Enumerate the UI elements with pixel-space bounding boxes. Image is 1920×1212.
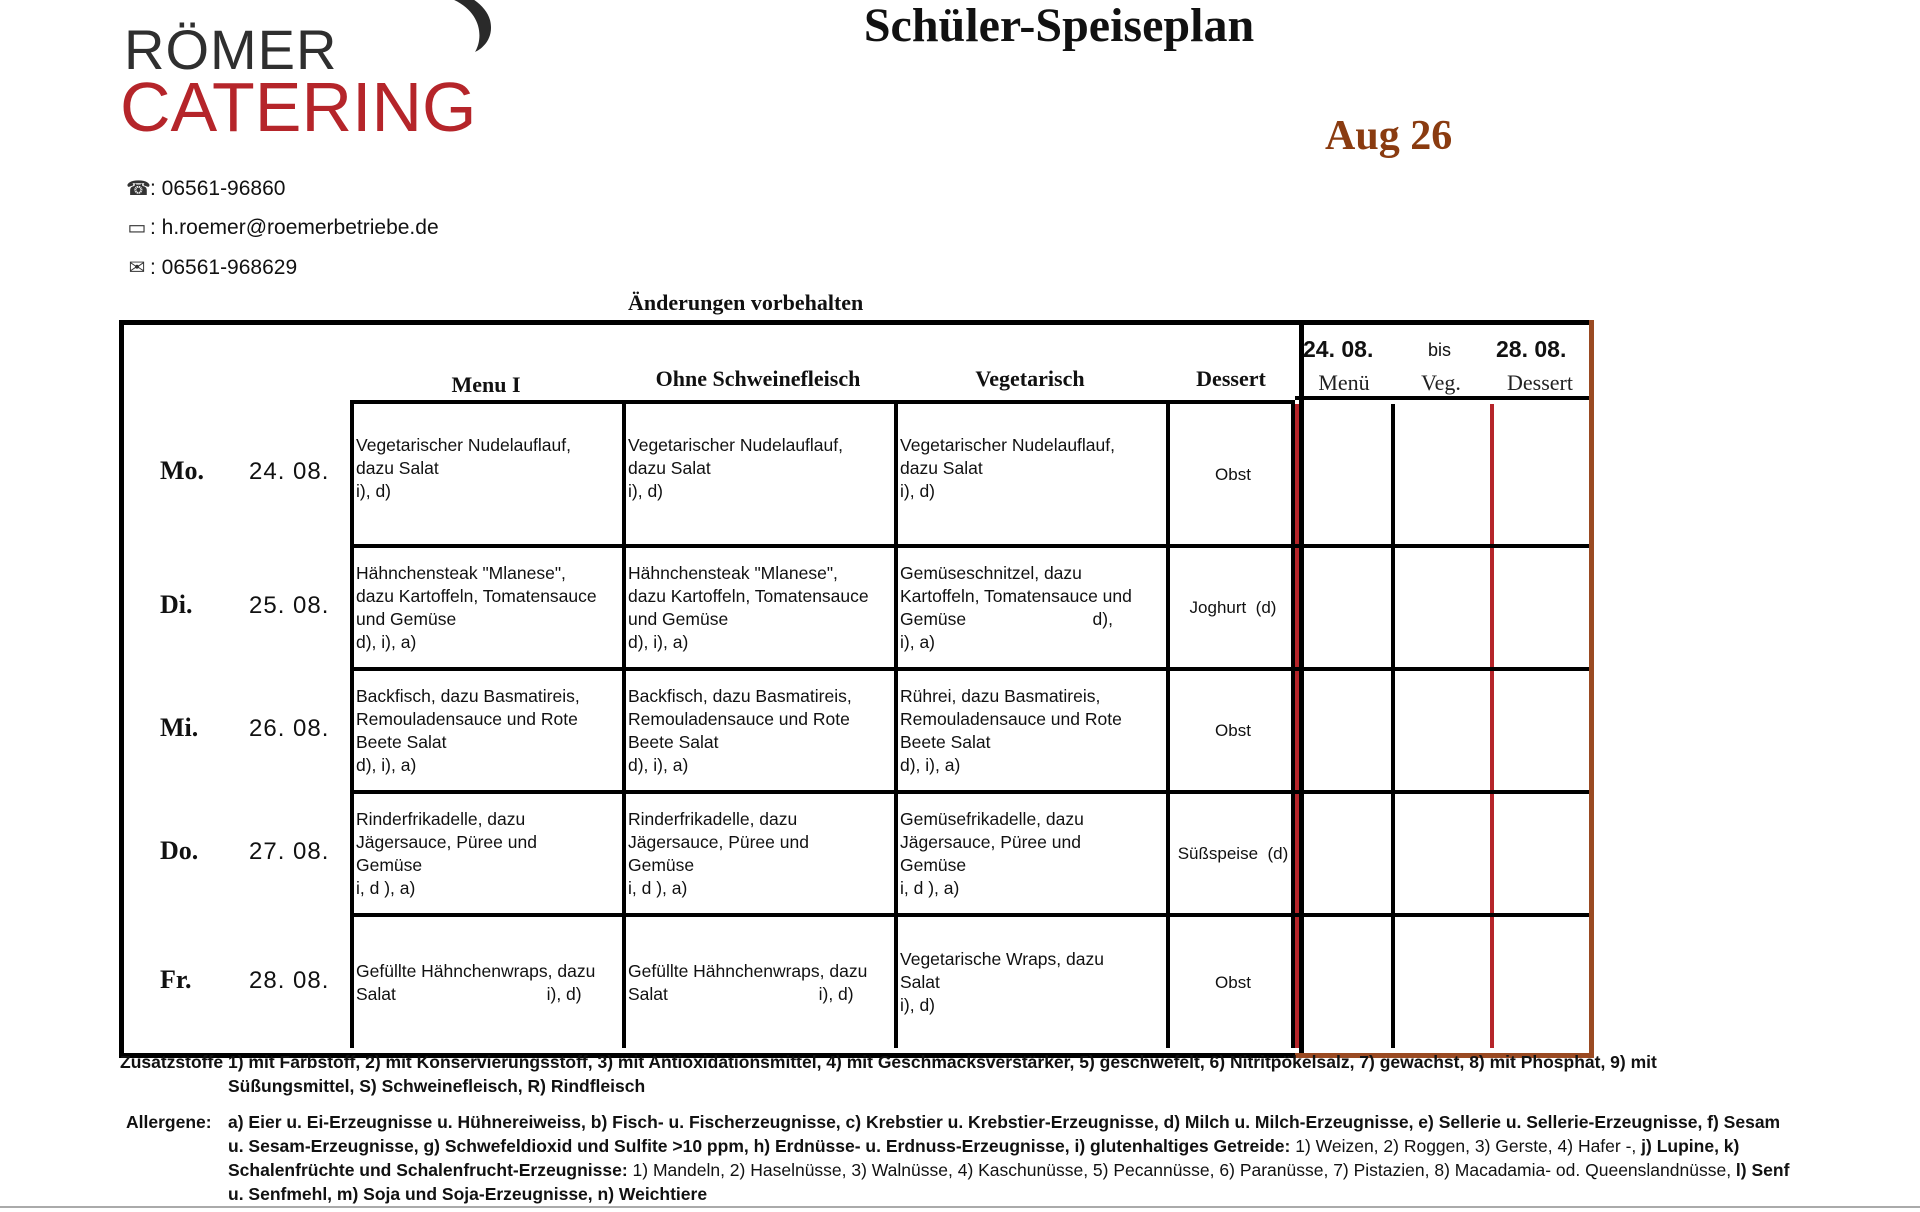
meal-cell-menu1 <box>350 671 622 790</box>
meal-cell-ohne <box>622 917 894 1048</box>
meal-line: Hähnchensteak "Mlanese", <box>356 562 566 583</box>
date-label: 27. 08. <box>249 837 330 865</box>
order-input-box[interactable] <box>1295 917 1391 1048</box>
order-input-box[interactable] <box>1391 917 1490 1048</box>
dessert-text: Obst <box>1215 973 1251 992</box>
contact-email <box>126 215 439 240</box>
fax-number: : 06561-968629 <box>150 255 298 279</box>
day-label: Mi. <box>160 712 199 742</box>
order-input-box[interactable] <box>1490 794 1590 913</box>
meal-line: d), i), a) <box>900 754 961 775</box>
computer-icon: ▭ <box>127 217 147 239</box>
meal-line: dazu Salat <box>900 457 983 478</box>
meal-line: Salat <box>900 972 940 992</box>
meal-line: i, d ), a) <box>628 877 688 898</box>
dessert-cell <box>1166 671 1296 790</box>
order-input-box[interactable] <box>1391 671 1490 790</box>
meal-line: Rührei, dazu Basmatireis, <box>900 685 1101 706</box>
week-from: 24. 08. <box>1303 336 1374 362</box>
meal-line: dazu Kartoffeln, Tomatensauce <box>628 585 869 606</box>
meal-cell-menu1 <box>350 404 622 544</box>
page-title: Schüler-Speiseplan <box>863 0 1255 52</box>
meal-line: i), d) <box>628 480 663 501</box>
meal-line: Jägersauce, Püree und <box>356 831 537 852</box>
meal-line: Beete Salat <box>628 731 719 752</box>
meal-cell-veg <box>894 404 1166 544</box>
allergens-text: a) Eier u. Ei-Erzeugnisse u. Hühnereiweiss, b) Fisch- u. Fischerzeugnisse, c) Krebstier u. Krebstier-Erzeugnisse, d) Milch u. Milch-Erzeugnisse, e) Sellerie u. Sellerie-Erzeugnisse, f) Sesam u. Sesam-Erzeugnisse, g) Schwefeldioxid und Sulfite >10 ppm, h) Erdnüsse- u. Erdnuss-Erzeugnisse, i) glutenhaltiges Getreide: 1) Weizen, 2) Roggen, 3) Gerste, 4) Hafer -, j) Lupine, k) Schalenfrüchte und Schalenfrucht-Erzeugnisse: 1) Mandeln, 2) Haselnüsse, 3) Walnüsse, 4) Kaschunüsse, 5) Pecannüsse, 6) Paranüsse, 7) Pistazien, 8) Macadamia- od. Queenslandnüsse, l) Senf u. Senfmehl, m) Soja und Soja-Erzeugnisse, n) Weichtiere <box>228 1112 1790 1204</box>
meal-line: dazu Salat <box>356 457 439 478</box>
additives-text: 1) mit Farbstoff, 2) mit Konservierungsstoff, 3) mit Antioxidationsmittel, 4) mit Geschmacksverstärker, 5) geschwefelt, 6) Nitritpökelsalz, 7) gewachst, 8) mit Phosphat, 9) mit Süßungsmittel, S) Schweinefleisch, R) Rindfleisch <box>228 1052 1657 1096</box>
order-input-box[interactable] <box>1295 671 1391 790</box>
order-input-box[interactable] <box>1391 404 1490 544</box>
dessert-text: Süßspeise (d) <box>1177 844 1289 863</box>
day-label: Do. <box>160 835 199 865</box>
col-header-menu1: Menu I <box>451 372 521 397</box>
meal-line: Salat i), d) <box>356 983 582 1004</box>
meal-line: Gemüseschnitzel, dazu <box>900 562 1082 583</box>
order-input-box[interactable] <box>1295 794 1391 913</box>
col-header-dessert-count: Dessert <box>1507 370 1573 395</box>
meal-line: i), d) <box>356 480 391 501</box>
dessert-text: Obst <box>1215 464 1251 484</box>
meal-line: i, d ), a) <box>900 877 960 898</box>
order-input-box[interactable] <box>1490 917 1590 1048</box>
meal-line: i), d) <box>900 480 935 501</box>
logo-text-roemer: RÖMER <box>124 18 338 81</box>
meal-line: dazu Salat <box>628 457 711 478</box>
meal-cell-menu1 <box>350 548 622 667</box>
meal-cell-ohne <box>622 548 894 667</box>
meal-line: Hähnchensteak "Mlanese", <box>628 562 838 583</box>
meal-cell-menu1 <box>350 917 622 1048</box>
meal-line: Gefüllte Hähnchenwraps, dazu <box>356 960 596 981</box>
meal-line: d), i), a) <box>628 754 689 775</box>
col-header-veg: Vegetarisch <box>975 366 1085 391</box>
meal-line: Rinderfrikadelle, dazu <box>356 808 526 829</box>
meal-line: Backfisch, dazu Basmatireis, <box>628 685 852 706</box>
dessert-text: Joghurt (d) <box>1189 598 1277 617</box>
meal-line: i, d ), a) <box>356 877 416 898</box>
order-input-box[interactable] <box>1391 548 1490 667</box>
day-label: Mo. <box>160 456 205 485</box>
col-header-ohne: Ohne Schweinefleisch <box>655 366 861 391</box>
meal-line: d), i), a) <box>628 631 689 652</box>
meal-line: d), i), a) <box>356 631 417 652</box>
meal-line: Vegetarische Wraps, dazu <box>900 949 1104 969</box>
date-label: 24. 08. <box>249 458 330 485</box>
col-header-menu-count: Menü <box>1318 370 1370 395</box>
changes-notice: Änderungen vorbehalten <box>628 290 864 315</box>
order-header-line <box>1295 396 1589 400</box>
day-label: Fr. <box>160 964 192 994</box>
meal-cell-veg <box>894 548 1166 667</box>
contact-fax <box>126 255 297 280</box>
additives-label: Zusatzstoffe <box>120 1052 224 1072</box>
meal-cell-ohne <box>622 794 894 913</box>
table-order-divider <box>1291 400 1295 1048</box>
table-left-divider <box>350 400 354 1048</box>
meal-cell-veg <box>894 671 1166 790</box>
meal-cell-veg <box>894 794 1166 913</box>
email-address: : h.roemer@roemerbetriebe.de <box>150 215 439 239</box>
meal-line: Kartoffeln, Tomatensauce und <box>900 585 1132 606</box>
phone-number: : 06561-96860 <box>150 176 286 200</box>
date-label: 28. 08. <box>249 966 330 994</box>
meal-line: Gefüllte Hähnchenwraps, dazu <box>628 960 868 981</box>
meal-line: und Gemüse <box>356 608 457 629</box>
dessert-cell <box>1166 404 1296 544</box>
meal-line: Jägersauce, Püree und <box>628 831 809 852</box>
envelope-icon: ✉ <box>128 257 146 279</box>
meal-line: i), d) <box>900 995 935 1015</box>
phone-icon: ☎ <box>126 178 151 200</box>
order-input-box[interactable] <box>1490 404 1590 544</box>
logo-text-catering: CATERING <box>120 68 477 146</box>
order-input-box[interactable] <box>1295 548 1391 667</box>
meal-line: Gemüse <box>900 854 967 875</box>
dessert-text: Obst <box>1215 721 1251 740</box>
meal-line: Gemüse d), <box>900 608 1113 629</box>
meal-line: dazu Kartoffeln, Tomatensauce <box>356 585 597 606</box>
col-header-veg-count: Veg. <box>1421 370 1461 395</box>
meal-line: und Gemüse <box>628 608 729 629</box>
day-label: Di. <box>160 589 193 619</box>
meal-line: Jägersauce, Püree und <box>900 831 1081 852</box>
order-input-box[interactable] <box>1490 548 1590 667</box>
month-label: Aug 26 <box>1325 113 1453 159</box>
dessert-cell <box>1166 548 1296 667</box>
meal-line: Beete Salat <box>900 731 991 752</box>
week-bis: bis <box>1428 340 1452 360</box>
date-label: 26. 08. <box>249 714 330 742</box>
meal-line: Gemüse <box>356 854 423 875</box>
meal-line: Gemüse <box>628 854 695 875</box>
meal-line: Remouladensauce und Rote <box>900 708 1122 729</box>
meal-cell-menu1 <box>350 794 622 913</box>
meal-line: i), a) <box>900 631 935 652</box>
dessert-cell <box>1166 917 1296 1048</box>
meal-line: Beete Salat <box>356 731 447 752</box>
order-input-box[interactable] <box>1295 404 1391 544</box>
contact-phone <box>126 176 285 201</box>
dessert-cell <box>1166 794 1296 913</box>
meal-line: Gemüsefrikadelle, dazu <box>900 808 1084 829</box>
page-bottom-edge <box>0 1206 1920 1208</box>
order-input-box[interactable] <box>1391 794 1490 913</box>
meal-line: Vegetarischer Nudelauflauf, <box>356 434 571 455</box>
order-input-box[interactable] <box>1490 671 1590 790</box>
meal-line: Remouladensauce und Rote <box>628 708 850 729</box>
meal-cell-ohne <box>622 404 894 544</box>
meal-line: Backfisch, dazu Basmatireis, <box>356 685 580 706</box>
meal-line: Vegetarischer Nudelauflauf, <box>900 434 1115 455</box>
meal-cell-ohne <box>622 671 894 790</box>
meal-line: Salat i), d) <box>628 983 854 1004</box>
col-header-dessert: Dessert <box>1196 366 1266 391</box>
week-to: 28. 08. <box>1496 336 1567 362</box>
table-top-border <box>1295 320 1589 325</box>
date-label: 25. 08. <box>249 591 330 619</box>
meal-line: Rinderfrikadelle, dazu <box>628 808 798 829</box>
meal-line: d), i), a) <box>356 754 417 775</box>
allergens-label: Allergene: <box>126 1112 212 1132</box>
meal-line: Vegetarischer Nudelauflauf, <box>628 434 843 455</box>
meal-line: Remouladensauce und Rote <box>356 708 578 729</box>
meal-cell-veg <box>894 917 1166 1048</box>
